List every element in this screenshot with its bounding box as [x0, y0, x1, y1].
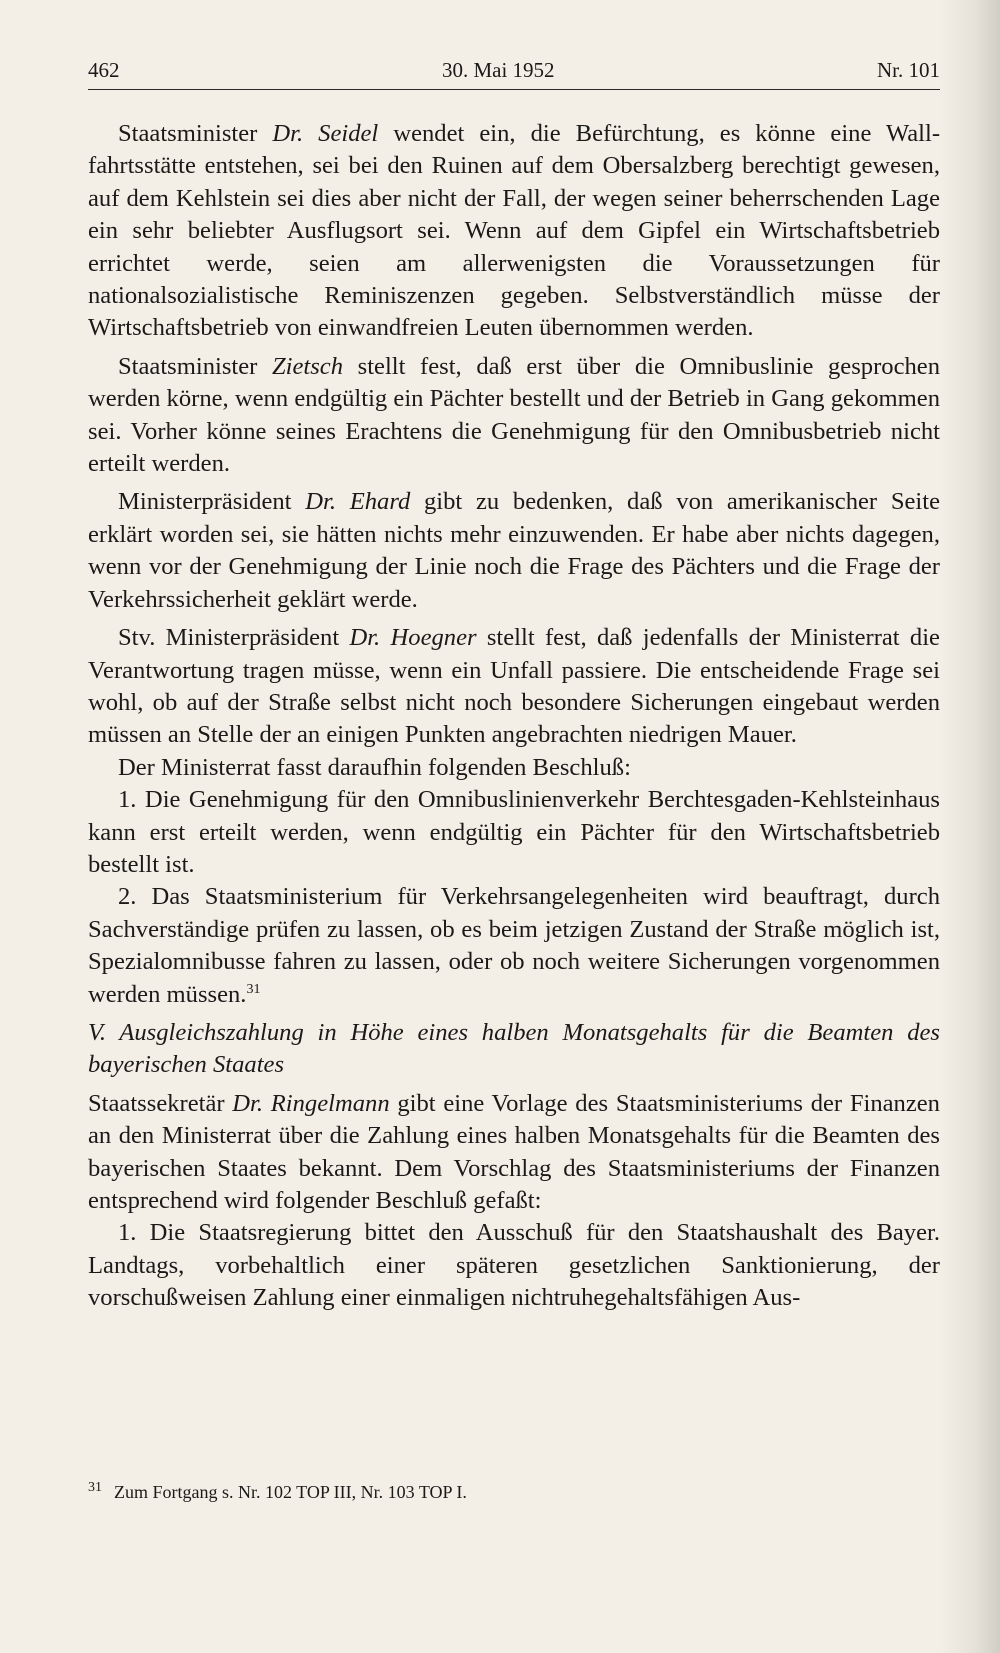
speaker-name: Dr. Ringelmann — [232, 1089, 390, 1117]
header-date: 30. Mai 1952 — [441, 58, 555, 82]
speaker-name: Zietsch — [271, 352, 344, 380]
paragraph-text: gibt zu bedenken, daß von amerikanischer Seite erklärt worden sei, sie hätten nichts mehr einzuwenden. Er habe aber nichts dagegen, wenn vor der Genehmigung der Linie noch die Frage des Pächters und die Frage der Verkehrssicherheit geklärt werde. — [88, 488, 940, 613]
speaker-name: Dr. Hoegner — [349, 624, 477, 652]
paragraph-seidel — [88, 118, 940, 345]
document-page — [88, 58, 940, 1315]
paragraph-hoegner — [88, 622, 940, 752]
speaker-name: Dr. Seidel — [272, 120, 379, 147]
paragraph-text: stellt fest, daß erst über die Omnibuslinie gesprochen werden körne, wenn endgültig ein Pächter bestellt und der Betrieb in Gang gekommen sei. Vorher könne seines Erachtens die Genehmigung für den Omnibusbetrieb nicht erteilt werden. — [88, 352, 941, 478]
speaker-title: Staatssekretär — [88, 1089, 233, 1117]
resolution-item-1: 1. Die Genehmigung für den Omnibuslinienverkehr Berchtesgaden-Kehlsteinhaus kann erst erteilt werden, wenn endgültig ein Pächter für den Wirtschaftsbetrieb bestellt ist. — [88, 786, 940, 878]
page-edge-shadow — [940, 0, 1000, 1653]
footnote-reference: 31 — [246, 981, 261, 997]
resolution-intro: Der Ministerrat fasst daraufhin folgenden Beschluß: — [118, 753, 631, 781]
speaker-title: Stv. Ministerpräsident — [118, 624, 350, 652]
page-number: 462 — [88, 58, 120, 82]
paragraph-text: stellt fest, daß jedenfalls der Ministerrat die Verantwortung tragen müsse, wenn ein Unfall passiere. Die entscheidende Frage sei wohl, ob auf der Straße selbst nicht noch besondere Sicherungen eingebaut werden müssen an Stelle der an einigen Punkten angebrachten niedrigen Mauer. — [88, 624, 940, 749]
paragraph-ehard — [88, 486, 940, 616]
speaker-title: Staatsminister — [118, 352, 272, 380]
paragraph-ringelmann — [88, 1088, 940, 1218]
body-text — [88, 118, 940, 1315]
resolution-item-2 — [88, 881, 940, 1011]
running-header — [88, 58, 940, 90]
footnote-number: 31 — [88, 1480, 102, 1495]
speaker-title: Ministerpräsident — [118, 488, 306, 516]
paragraph-text: wendet ein, die Befürchtung, es könne eine Wallfahrtsstätte entstehen, sei bei den Ruinen auf dem Obersalzberg berechtigt gewesen, auf dem Kehlstein sei dies aber nicht der Fall, der wegen seiner beherrschenden Lage ein sehr beliebter Ausflugsort sei. Wenn auf dem Gipfel ein Wirtschaftsbetrieb errichtet werde, seien am allerwenigsten die Voraussetzungen für nationalsozialistische Reminiszenzen gegeben. Selbstverständlich müsse der Wirtschaftsbetrieb von einwandfreien Leuten übernommen werden. — [88, 120, 941, 342]
footnote — [88, 1480, 940, 1504]
document-number: Nr. 101 — [876, 58, 940, 82]
speaker-title: Staatsminister — [118, 120, 273, 147]
paragraph-text: 2. Das Staatsministerium für Verkehrsangelegenheiten wird beauftragt, durch Sachverständige prüfen zu lassen, ob es beim jetzigen Zustand der Straße möglich ist, Spezialomnibusse fahren zu lassen, oder ob noch weitere Sicherungen vorgenommen werden müssen. — [88, 883, 940, 1008]
paragraph-zietsch — [88, 351, 940, 481]
section-heading: V. Ausgleichszahlung in Höhe eines halben Monatsgehalts für die Beamten des bayerischen Staates — [88, 1018, 940, 1079]
speaker-name: Dr. Ehard — [305, 488, 411, 516]
paragraph-text: gibt eine Vorlage des Staatsministeriums der Finanzen an den Ministerrat über die Zahlung eines halben Monatsgehalts für die Beamten des bayerischen Staates bekannt. Dem Vorschlag des Staatsministeriums der Finanzen entsprechend wird folgender Beschluß gefaßt: — [88, 1089, 940, 1214]
resolution-item-1-budget: 1. Die Staatsregierung bittet den Ausschuß für den Staatshaushalt des Bayer. Landtags, vorbehaltlich einer späteren gesetzlichen Sanktionierung, der vorschußweisen Zahlung einer einmaligen nichtruhegehaltsfähigen Aus- — [88, 1219, 940, 1312]
footnote-text: Zum Fortgang s. Nr. 102 TOP III, Nr. 103 TOP I. — [114, 1482, 467, 1502]
